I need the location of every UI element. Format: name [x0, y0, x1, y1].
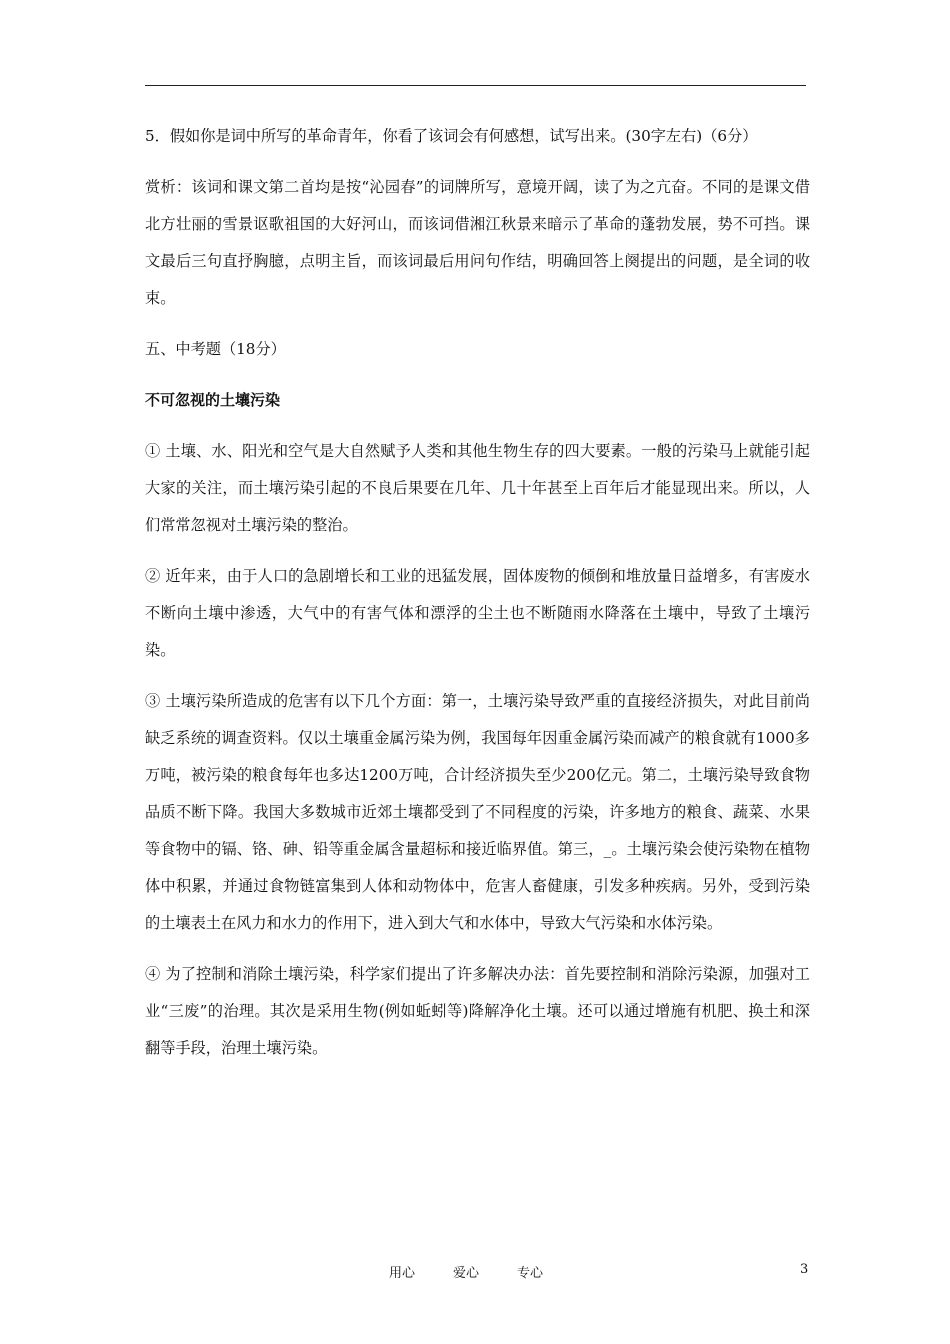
document-body [145, 118, 810, 1081]
header-rule [145, 85, 806, 86]
article-title: 不可忽视的土壤污染 [145, 391, 281, 409]
appreciation-paragraph: 赏析：该词和课文第二首均是按“沁园春”的词牌所写，意境开阔，读了为之亢奋。不同的是课文借北方壮丽的雪景讴歌祖国的大好河山，而该词借湘江秋景来暗示了革命的蓬勃发展，势不可挡。课文最后三句直抒胸臆，点明主旨，而该词最后用问句作结，明确回答上阕提出的问题，是全词的收束。 [145, 178, 810, 307]
article-paragraph-1: ① 土壤、水、阳光和空气是大自然赋予人类和其他生物生存的四大要素。一般的污染马上就能引起大家的关注，而土壤污染引起的不良后果要在几年、几十年甚至上百年后才能显现出来。所以，人们常常忽视对土壤污染的整治。 [145, 442, 810, 534]
article-paragraph-4: ④ 为了控制和消除土壤污染，科学家们提出了许多解决办法：首先要控制和消除污染源，加强对工业“三废”的治理。其次是采用生物(例如蚯蚓等)降解净化土壤。还可以通过增施有机肥、换土和深翻等手段，治理土壤污染。 [145, 965, 810, 1057]
page-footer [0, 1262, 950, 1286]
footer-word-2: 爱心 [453, 1266, 480, 1281]
section-heading: 五、中考题（18分） [145, 340, 286, 358]
footer-motto [389, 1262, 581, 1281]
article-paragraph-3: ③ 土壤污染所造成的危害有以下几个方面：第一，土壤污染导致严重的直接经济损失，对此目前尚缺乏系统的调查资料。仅以土壤重金属污染为例，我国每年因重金属污染而减产的粮食就有1000多万吨，被污染的粮食每年也多达1200万吨，合计经济损失至少200亿元。第二，土壤污染导致食物品质不断下降。我国大多数城市近郊土壤都受到了不同程度的污染，许多地方的粮食、蔬菜、水果等食物中的镉、铬、砷、铅等重金属含量超标和接近临界值。第三，_。土壤污染会使污染物在植物体中积累，并通过食物链富集到人体和动物体中，危害人畜健康，引发多种疾病。另外，受到污染的土壤表土在风力和水力的作用下，进入到大气和水体中，导致大气污染和水体污染。 [145, 692, 810, 932]
article-paragraph-2: ② 近年来，由于人口的急剧增长和工业的迅猛发展，固体废物的倾倒和堆放量日益增多，有害废水不断向土壤中渗透，大气中的有害气体和漂浮的尘土也不断随雨水降落在土壤中，导致了土壤污染。 [145, 567, 810, 659]
footer-word-3: 专心 [517, 1266, 544, 1281]
question-5: 5．假如你是词中所写的革命青年，你看了该词会有何感想，试写出来。(30字左右)（6分） [145, 127, 758, 145]
footer-word-1: 用心 [389, 1266, 416, 1281]
page-number: 3 [800, 1262, 809, 1277]
